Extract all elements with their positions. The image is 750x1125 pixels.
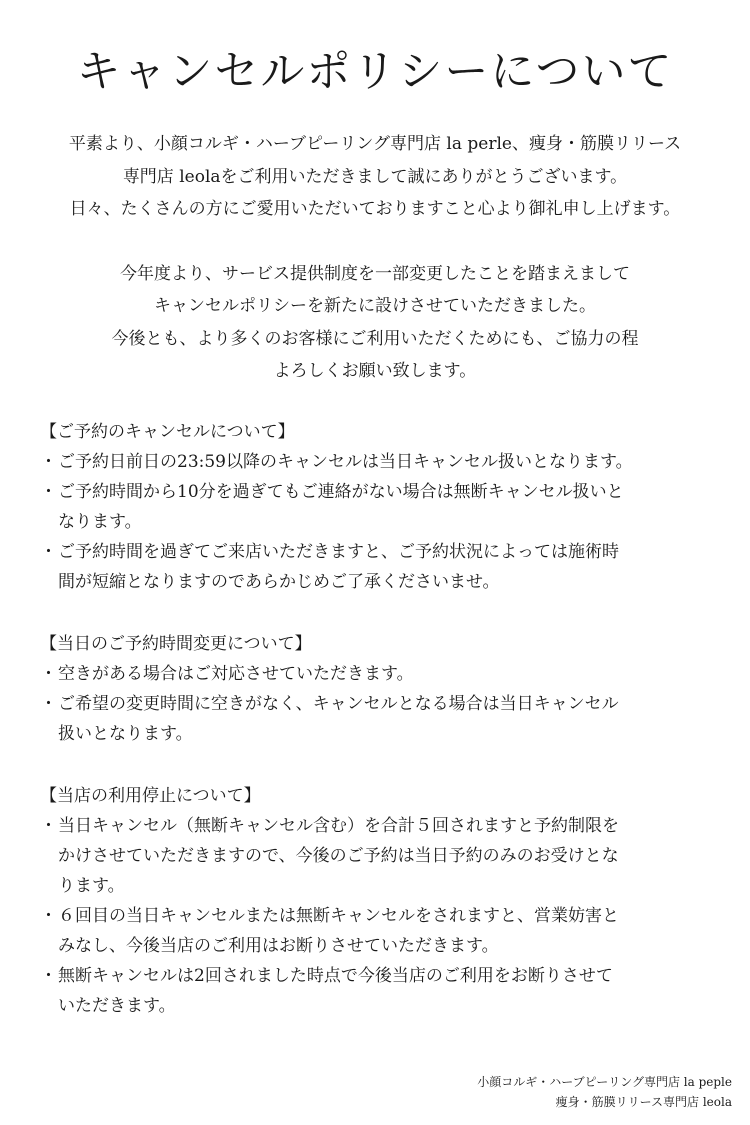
- item-line: ご予約時間から10分を過ぎてもご連絡がない場合は無断キャンセル扱いと: [58, 482, 624, 502]
- footer-line: 小顔コルギ・ハーブピーリング専門店 la peple: [477, 1075, 732, 1089]
- bullet: ・: [40, 816, 57, 836]
- intro-line: 今年度より、サービス提供制度を一部変更したことを踏まえまして: [120, 263, 630, 284]
- section-suspension: [40, 781, 730, 1021]
- footer-shop-names: [372, 1072, 732, 1112]
- list-item: [40, 537, 730, 597]
- intro-line: 日々、たくさんの方にご愛用いただいておりますこと心より御礼申し上げます。: [69, 199, 681, 219]
- policy-sections: [40, 417, 730, 1053]
- item-line: なります。: [58, 512, 142, 532]
- item-line: かけさせていただきますので、今後のご予約は当日予約のみのお受けとな: [58, 846, 619, 866]
- bullet: ・: [40, 906, 57, 926]
- bullet: ・: [40, 664, 57, 684]
- section-same-day-change: [40, 629, 730, 749]
- item-line: 間が短縮となりますのであらかじめご了承くださいませ。: [58, 572, 500, 592]
- item-line: 扱いとなります。: [58, 724, 193, 744]
- item-line: 無断キャンセルは2回されました時点で今後当店のご利用をお断りさせて: [58, 966, 613, 986]
- section-heading: 【当日のご予約時間変更について】: [40, 634, 312, 654]
- intro-paragraph-1: [0, 128, 750, 226]
- item-line: ご予約日前日の23:59以降のキャンセルは当日キャンセル扱いとなります。: [58, 452, 633, 472]
- list-item: [40, 447, 730, 477]
- footer-line: 痩身・筋膜リリース専門店 leola: [555, 1095, 732, 1109]
- bullet: ・: [40, 482, 57, 502]
- intro-paragraph-2: [0, 258, 750, 388]
- list-item: [40, 659, 730, 689]
- section-heading: 【当店の利用停止について】: [40, 786, 261, 806]
- item-line: ６回目の当日キャンセルまたは無断キャンセルをされますと、営業妨害と: [58, 906, 619, 926]
- intro-line: キャンセルポリシーを新たに設けさせていただきました。: [154, 296, 596, 316]
- item-line: ご予約時間を過ぎてご来店いただきますと、ご予約状況によっては施術時: [58, 542, 619, 562]
- intro-line: 今後とも、より多くのお客様にご利用いただくためにも、ご協力の程: [111, 328, 639, 349]
- list-item: [40, 689, 730, 749]
- list-item: [40, 477, 730, 537]
- list-item: [40, 811, 730, 901]
- item-line: ります。: [58, 876, 125, 896]
- intro: [0, 128, 750, 388]
- item-line: ご希望の変更時間に空きがなく、キャンセルとなる場合は当日キャンセル: [58, 694, 619, 714]
- item-line: 空きがある場合はご対応させていただきます。: [58, 664, 414, 684]
- intro-line: 平素より、小顔コルギ・ハーブピーリング専門店 la perle、痩身・筋膜リリース: [68, 134, 682, 154]
- item-line: 当日キャンセル（無断キャンセル含む）を合計５回されますと予約制限を: [58, 816, 619, 836]
- intro-line: よろしくお願い致します。: [273, 361, 477, 381]
- bullet: ・: [40, 542, 57, 562]
- intro-line: 専門店 leolaをご利用いただきまして誠にありがとうございます。: [122, 166, 628, 187]
- item-line: みなし、今後当店のご利用はお断りさせていただきます。: [58, 936, 499, 956]
- bullet: ・: [40, 966, 57, 986]
- list-item: [40, 901, 730, 961]
- bullet: ・: [40, 452, 57, 472]
- list-item: [40, 961, 730, 1021]
- item-line: いただきます。: [58, 996, 176, 1016]
- bullet: ・: [40, 694, 57, 714]
- section-cancellation: [40, 417, 730, 597]
- page-title: キャンセルポリシーについて: [76, 46, 674, 97]
- section-heading: 【ご予約のキャンセルについて】: [40, 422, 295, 442]
